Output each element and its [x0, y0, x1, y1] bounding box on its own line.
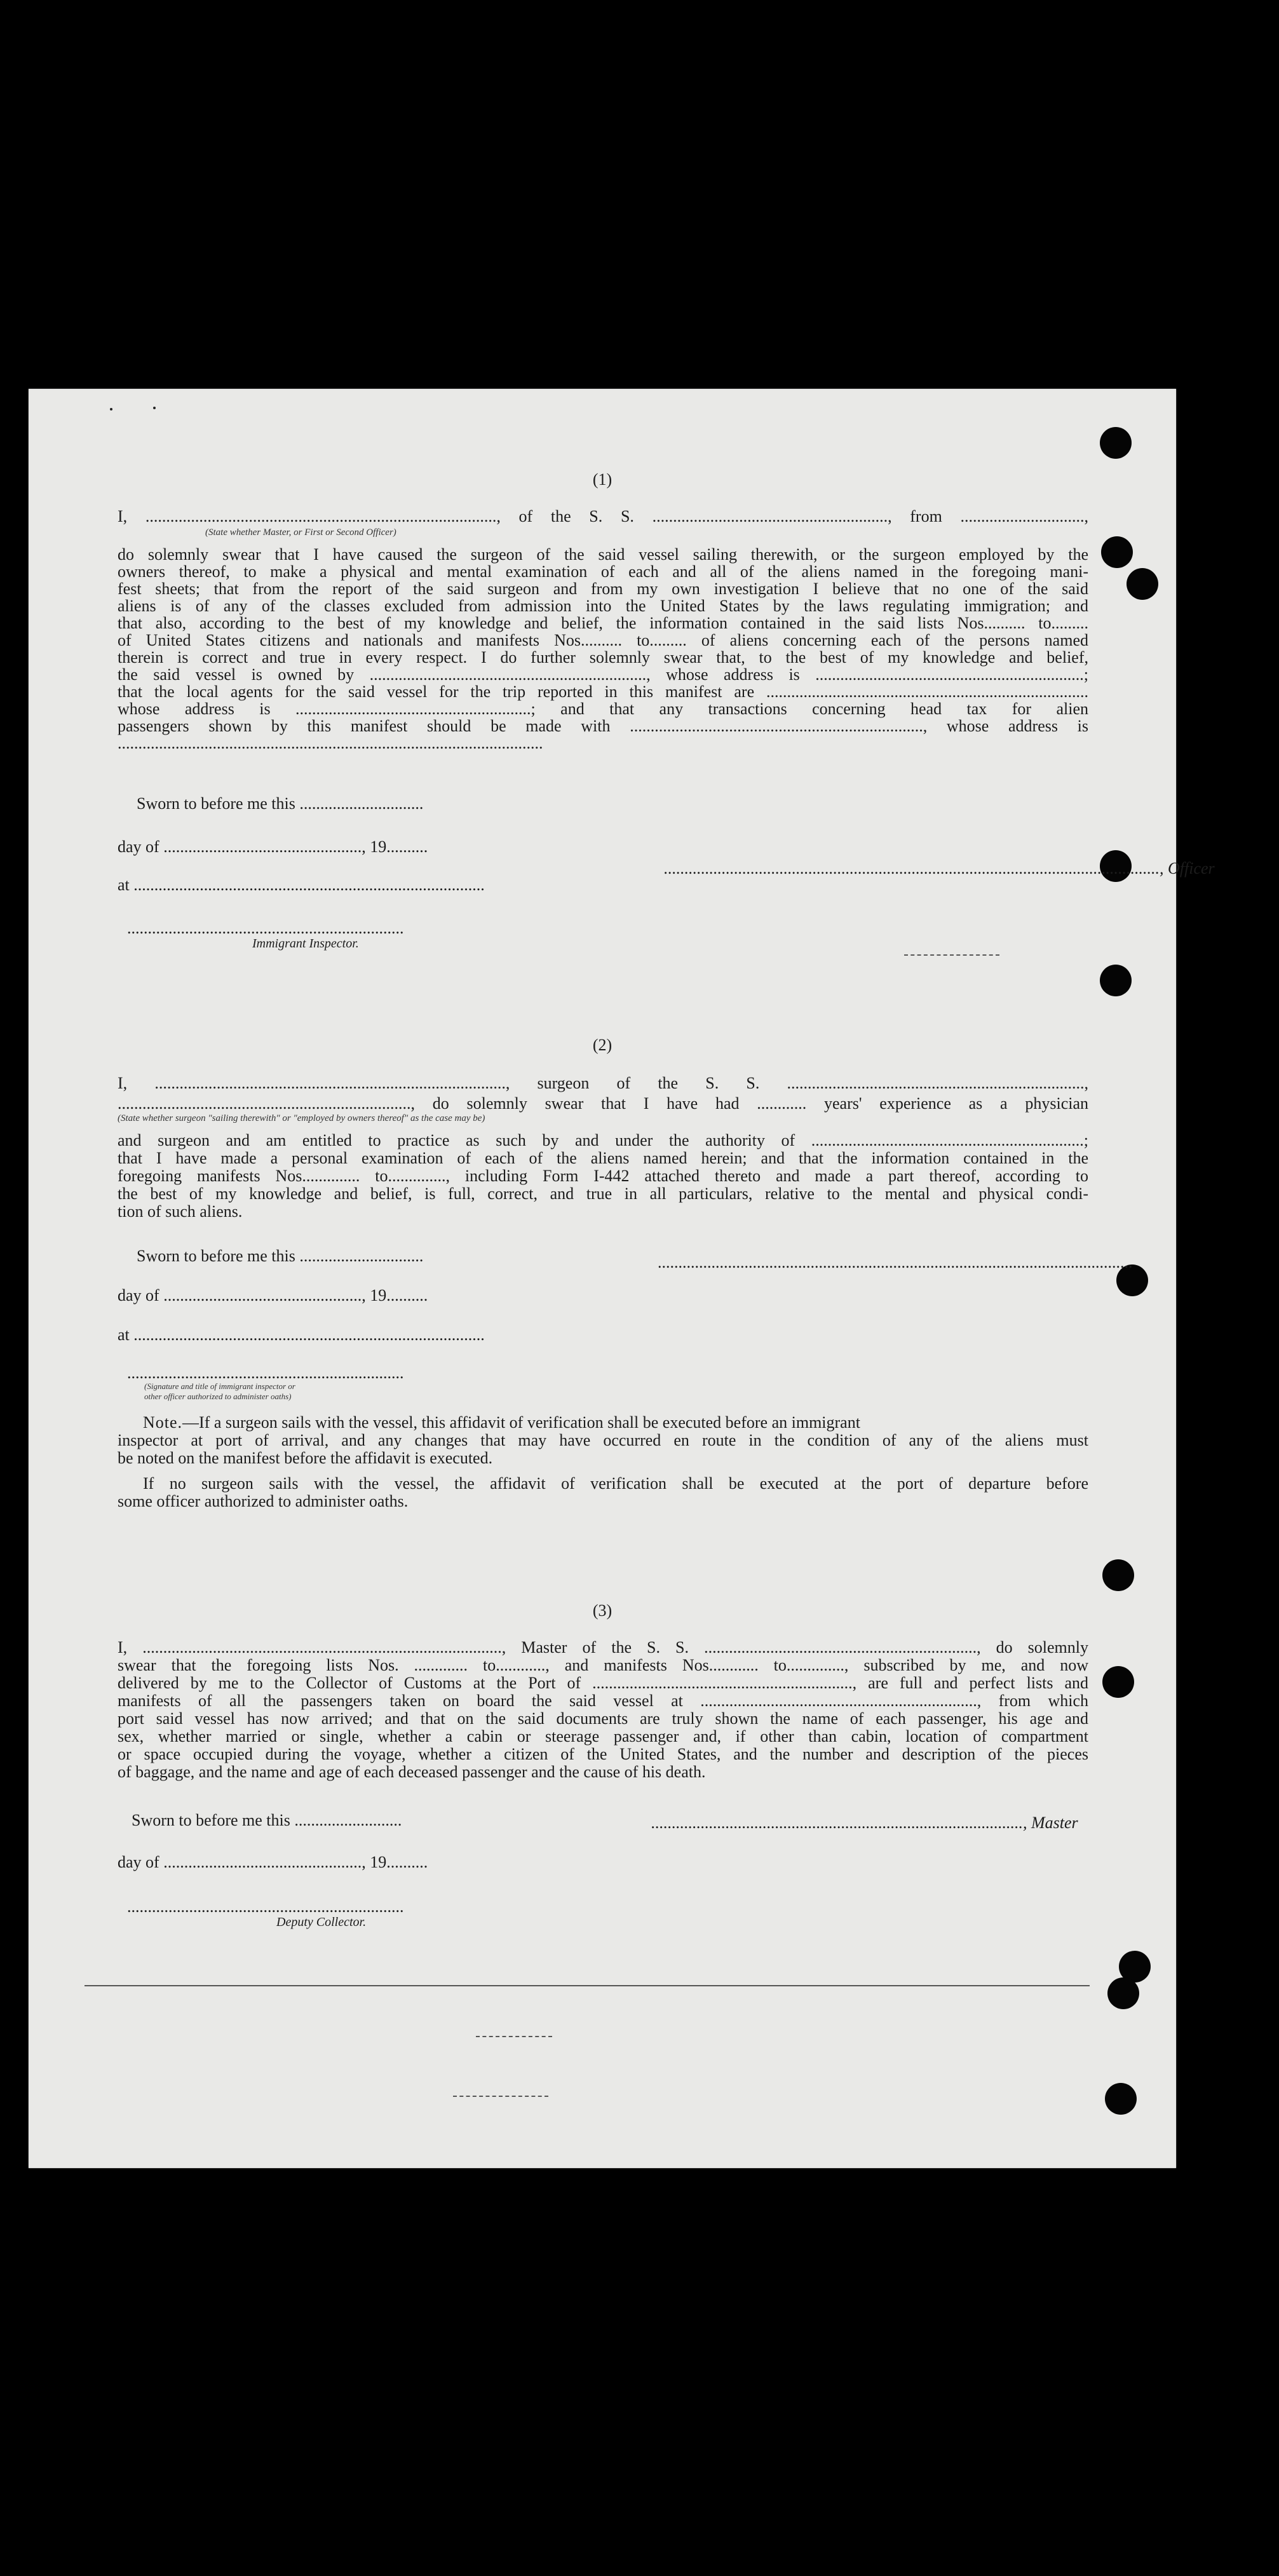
sworn-line: Sworn to before me this .............................. — [137, 1247, 424, 1265]
ink-speck — [153, 407, 156, 409]
ink-speck — [110, 408, 112, 410]
body-line: the said vessel is owned by ..................................................................., whose address is .................................................................; — [118, 665, 1088, 684]
day-line: day of ................................................, 19.......... — [118, 837, 428, 856]
punch-hole — [1101, 536, 1133, 568]
body-line: of United States citizens and nationals and manifests Nos.......... to......... of aliens concerning each of the persons named — [118, 631, 1088, 649]
punch-hole — [1105, 2083, 1137, 2115]
note-paragraph — [118, 1413, 1088, 1432]
body-line: of baggage, and the name and age of each deceased passenger and the cause of his death. — [118, 1763, 706, 1781]
bottom-rule — [85, 1985, 1090, 1986]
inspector-label: (Signature and title of immigrant inspector or — [144, 1381, 295, 1391]
body-line: manifests of all the passengers taken on board the said vessel at ..................................................................., from which — [118, 1691, 1088, 1710]
note-line: If no surgeon sails with the vessel, the affidavit of verification shall be executed at the port of departure before — [143, 1474, 1088, 1493]
body-line: passengers shown by this manifest should be made with ......................................................................., whose address is — [118, 717, 1088, 735]
body-line: foregoing manifests Nos.............. to.............., including Form I-442 attached thereto and made a part thereof, according to — [118, 1167, 1088, 1185]
manifest-verification-page — [29, 389, 1215, 2168]
master-signature-line: .........................................................................................., Master — [651, 1813, 1078, 1832]
note-line: inspector at port of arrival, and any changes that may have occurred en route in the condition of any of the aliens must — [118, 1431, 1088, 1449]
officer-rank-hint: (State whether Master, or First or Second Officer) — [205, 527, 396, 538]
sworn-line: Sworn to before me this .............................. — [137, 794, 424, 813]
punch-hole — [1102, 1666, 1134, 1698]
at-line: at ..................................................................................... — [118, 876, 485, 894]
note-text: —If a surgeon sails with the vessel, this affidavit of verification shall be executed before an immigrant — [182, 1413, 860, 1432]
punch-hole — [1100, 427, 1132, 459]
punch-hole — [1100, 965, 1132, 996]
punch-hole — [1107, 1977, 1139, 2009]
body-line: aliens is of any of the classes excluded from admission into the United States by the laws regulating immigration; and — [118, 597, 1088, 615]
collector-label: Deputy Collector. — [276, 1915, 367, 1929]
dash-rule — [904, 954, 999, 956]
body-line: the best of my knowledge and belief, is full, correct, and true in all particulars, relative to the mental and physical condi- — [118, 1184, 1088, 1203]
officer-intro-line: I, ....................................................................................., of the S. S. ........................................................., from .............................., — [118, 507, 1088, 525]
day-line: day of ................................................, 19.......... — [118, 1853, 428, 1871]
body-line: that also, according to the best of my knowledge and belief, the information contained in the said lists Nos.......... to......... — [118, 614, 1088, 632]
body-line: delivered by me to the Collector of Customs at the Port of ..............................................................., are full and perfect lists and — [118, 1674, 1088, 1692]
note-line: be noted on the manifest before the affidavit is executed. — [118, 1449, 493, 1467]
body-line: sex, whether married or single, whether a cabin or steerage passenger and, if other than cabin, location of compartment — [118, 1727, 1088, 1746]
body-line: fest sheets; that from the report of the said surgeon and from my own investigation I believe that no one of the said — [118, 580, 1088, 598]
body-line: tion of such aliens. — [118, 1202, 243, 1221]
inspector-label: other officer authorized to administer oaths) — [144, 1392, 292, 1401]
body-line: I, ......................................................................................., Master of the S. S. .................................................................., do solemnly — [118, 1638, 1088, 1657]
section-number: (3) — [592, 1601, 612, 1620]
body-line: whose address is .........................................................; and that any transactions concerning head tax for alien — [118, 700, 1088, 718]
note-label: Note. — [143, 1413, 183, 1432]
note-line: some officer authorized to administer oaths. — [118, 1492, 409, 1510]
body-line: owners thereof, to make a physical and mental examination of each and all of the aliens named in the foregoing mani- — [118, 562, 1088, 581]
section-number: (2) — [592, 1036, 612, 1054]
body-line: do solemnly swear that I have caused the surgeon of the said vessel sailing therewith, or the surgeon employed by the — [118, 545, 1088, 564]
surgeon-signature-line: ................................................................................................................... — [658, 1253, 1133, 1271]
day-line: day of ................................................, 19.......... — [118, 1286, 428, 1305]
body-line: swear that the foregoing lists Nos. ............. to............, and manifests Nos............ to.............., subscribed by me, and now — [118, 1656, 1088, 1674]
inspector-signature-line: ................................................................... — [127, 1364, 404, 1382]
body-line: and surgeon and am entitled to practice as such by and under the authority of ..................................................................; — [118, 1131, 1088, 1149]
dash-rule — [476, 2036, 552, 2037]
dash-rule — [453, 2096, 548, 2097]
officer-signature-line: ........................................................................................................................, Officer — [664, 859, 1215, 878]
section-number: (1) — [592, 470, 612, 489]
body-line: port said vessel has now arrived; and that on the said documents are truly shown the name of each passenger, his age and — [118, 1709, 1088, 1728]
inspector-signature-line: ................................................................... — [127, 919, 404, 937]
punch-hole — [1102, 1559, 1134, 1591]
surgeon-experience-line: ......................................................................., do solemnly swear that I have had ............ years' experience as a physician — [118, 1094, 1088, 1113]
inspector-label: Immigrant Inspector. — [252, 937, 359, 951]
body-line: or space occupied during the voyage, whether a citizen of the United States, and the number and description of the pieces — [118, 1745, 1088, 1763]
body-line: that the local agents for the said vessel for the trip reported in this manifest are .............................................................................. — [118, 682, 1088, 701]
body-line: that I have made a personal examination of each of the aliens named herein; and that the information contained in the — [118, 1149, 1088, 1167]
body-line: ....................................................................................................... — [118, 734, 543, 752]
sworn-line: Sworn to before me this .......................... — [132, 1811, 402, 1829]
at-line: at ..................................................................................... — [118, 1325, 485, 1344]
punch-hole — [1127, 568, 1158, 600]
surgeon-intro-line: I, ....................................................................................., surgeon of the S. S. ........................................................................, — [118, 1074, 1088, 1092]
surgeon-type-hint: (State whether surgeon "sailing therewith" or "employed by owners thereof" as the case may be) — [118, 1113, 485, 1123]
body-line: therein is correct and true in every respect. I do further solemnly swear that, to the best of my knowledge and belief, — [118, 648, 1088, 667]
collector-signature-line: ................................................................... — [127, 1897, 404, 1916]
